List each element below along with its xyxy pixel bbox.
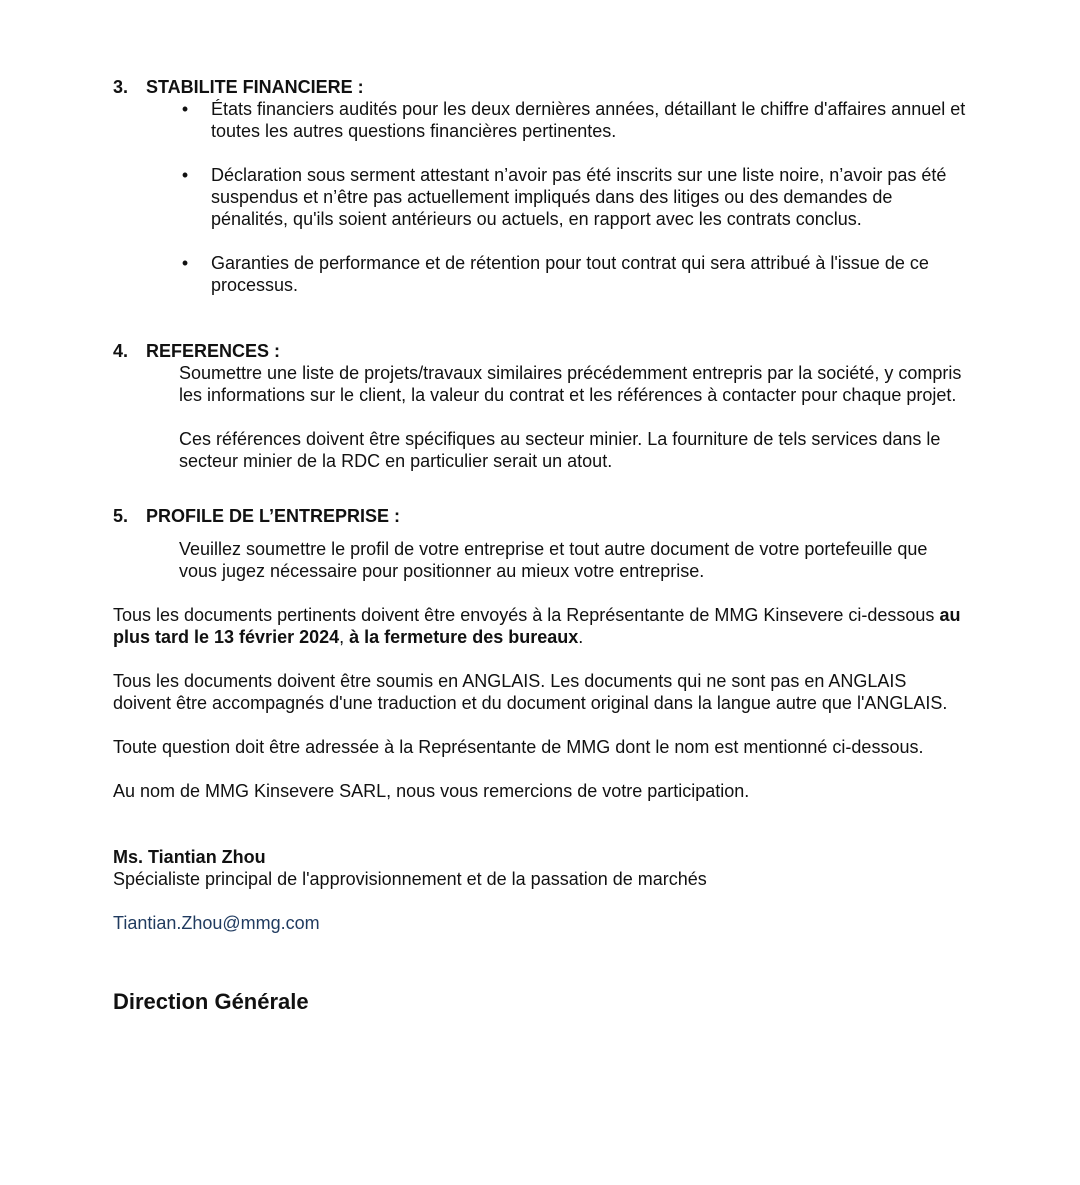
deadline-date: au plus tard le 13 février 2024: [113, 605, 961, 647]
signatory-name: Ms. Tiantian Zhou: [113, 847, 266, 867]
deadline-paragraph: Tous les documents pertinents doivent être envoyés à la Représentante de MMG Kinsevere ci-dessous au plus tard le 13 février 2024, à la fermeture des bureaux.: [113, 605, 961, 647]
section-5-paragraph: Veuillez soumettre le profil de votre entreprise et tout autre document de votre portefeuille que vous jugez nécessaire pour positionner au mieux votre entreprise.: [179, 539, 928, 581]
section-5-title: PROFILE DE L’ENTREPRISE :: [146, 506, 401, 526]
section-5-heading: [113, 505, 968, 527]
language-paragraph: Tous les documents doivent être soumis en ANGLAIS. Les documents qui ne sont pas en ANGLAIS doivent être accompagnés d'une traduction et du document original dans la langue autre que l'ANGLAIS.: [113, 671, 948, 713]
list-item: • Garanties de performance et de rétention pour tout contrat qui sera attribué à l'issue de ce processus.: [179, 252, 968, 296]
section-3-title: STABILITE FINANCIERE :: [146, 77, 364, 97]
section-3-bullet-list: [113, 98, 968, 296]
section-5-number: 5.: [113, 506, 129, 526]
questions-paragraph: Toute question doit être adressée à la Représentante de MMG dont le nom est mentionné ci-dessous.: [113, 737, 924, 757]
signatory-email-link[interactable]: Tiantian.Zhou@mmg.com: [113, 913, 320, 933]
signatory-role: Spécialiste principal de l'approvisionnement et de la passation de marchés: [113, 869, 707, 889]
section-3-number: 3.: [113, 77, 129, 97]
section-4-paragraph-2: Ces références doivent être spécifiques au secteur minier. La fourniture de tels services dans le secteur minier de la RDC en particulier serait un atout.: [179, 429, 941, 471]
section-4-heading: [113, 340, 968, 362]
bullet-icon: •: [181, 165, 189, 185]
document-page: [113, 76, 968, 1015]
section-3-heading: [113, 76, 968, 98]
footer-title: Direction Générale: [113, 989, 309, 1014]
list-item: • Déclaration sous serment attestant n’avoir pas été inscrits sur une liste noire, n’avoir pas été suspendus et n’être pas actuellement impliqués dans des litiges ou des demandes de pénalités, qu'ils soient antérieurs ou actuels, en rapport avec les contrats conclus.: [179, 164, 968, 230]
section-4-number: 4.: [113, 341, 129, 361]
deadline-time: à la fermeture des bureaux: [349, 627, 579, 647]
section-4-title: REFERENCES :: [146, 341, 281, 361]
list-item: • États financiers audités pour les deux dernières années, détaillant le chiffre d'affaires annuel et toutes les autres questions financières pertinentes.: [179, 98, 968, 142]
section-4-paragraph-1: Soumettre une liste de projets/travaux similaires précédemment entrepris par la société, y compris les informations sur le client, la valeur du contrat et les références à contacter pour chaque projet.: [179, 363, 962, 405]
thanks-paragraph: Au nom de MMG Kinsevere SARL, nous vous remercions de votre participation.: [113, 781, 750, 801]
bullet-icon: •: [181, 253, 189, 273]
bullet-icon: •: [181, 99, 189, 119]
